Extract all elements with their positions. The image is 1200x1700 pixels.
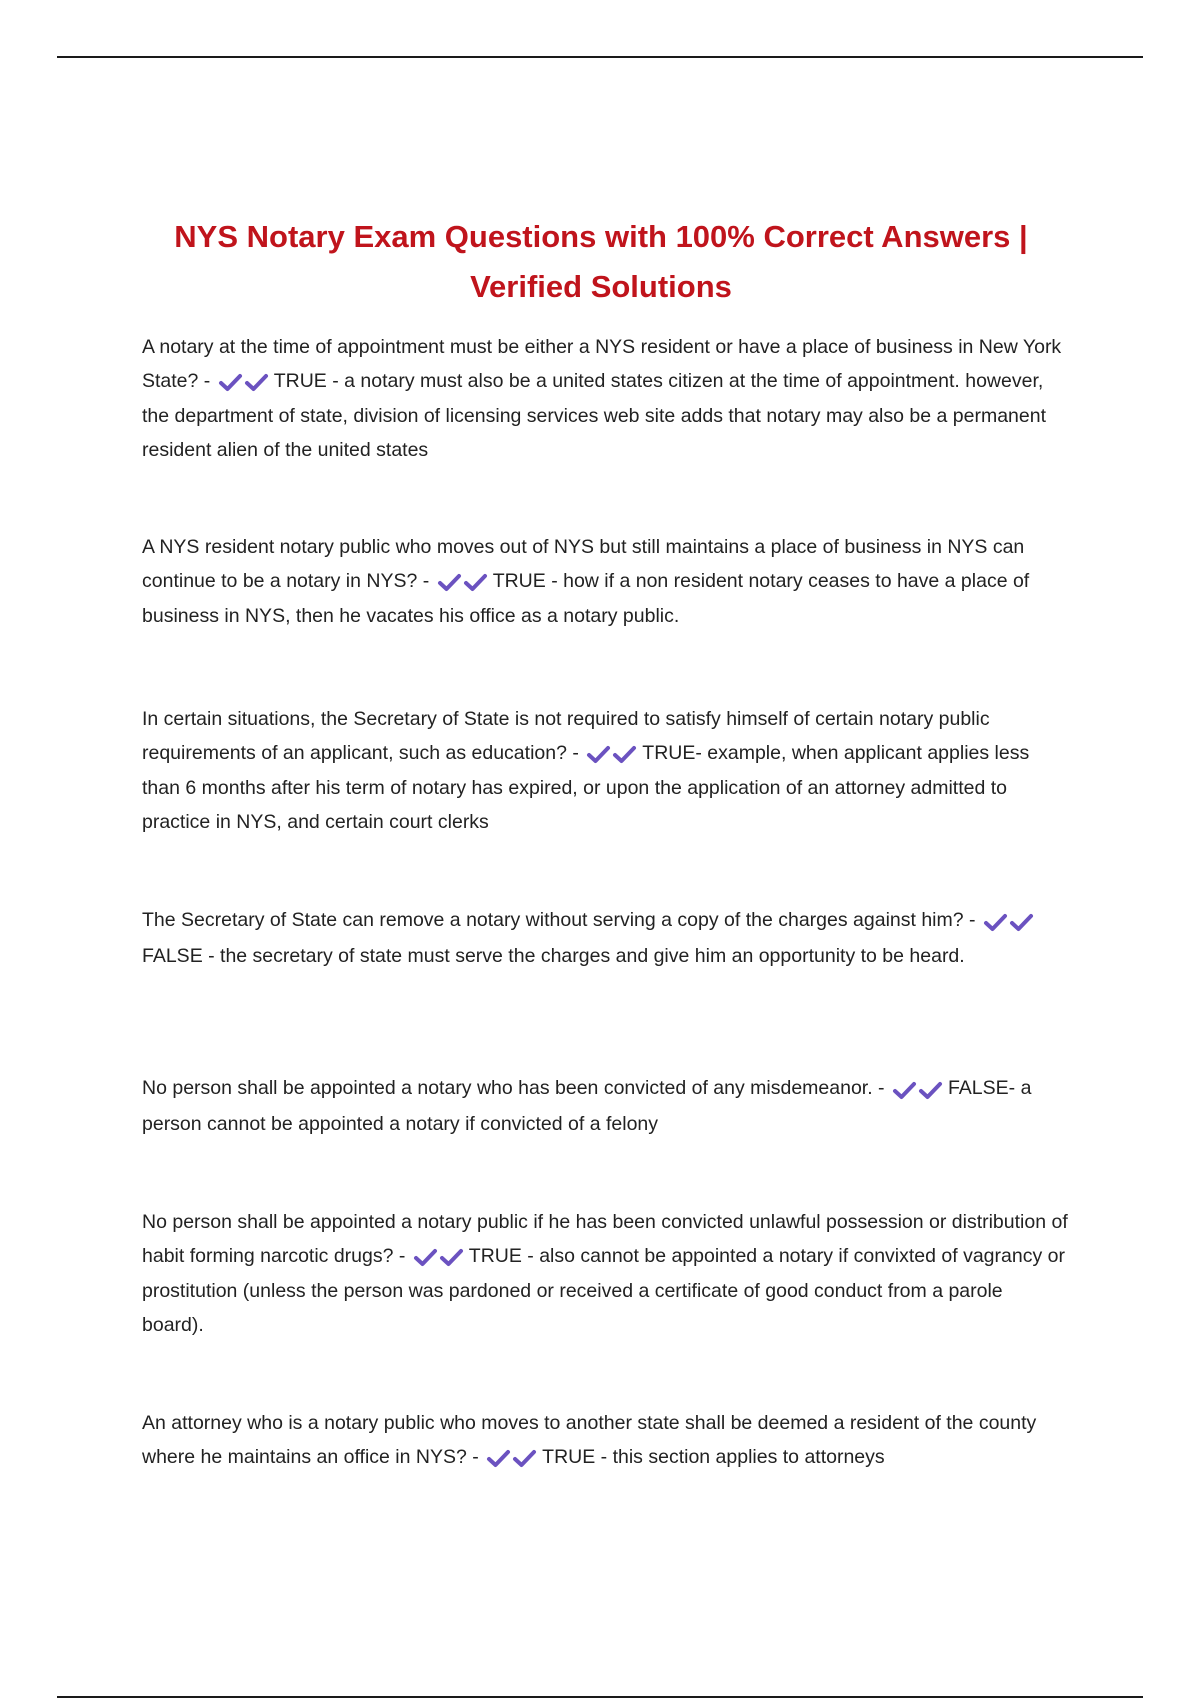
double-check-icon [413, 1242, 465, 1276]
question-text: No person shall be appointed a notary who has been convicted of any misdemeanor. - [142, 1077, 885, 1099]
check-icon [612, 745, 638, 765]
question-text: An attorney who is a notary public who moves to another state shall be deemed a resident of the county where he maintains an office in NYS? - [142, 1412, 1037, 1468]
answer-text: TRUE - also cannot be appointed a notary if convixted of vagrancy or prostitution (unless the person was pardoned or received a certificate of good conduct from a parole board). [142, 1244, 1065, 1336]
qa-item-2 [142, 531, 1068, 634]
bottom-rule [57, 1696, 1143, 1698]
double-check-icon [486, 1443, 538, 1477]
check-icon [512, 1449, 538, 1469]
answer-text: TRUE - a notary must also be a united states citizen at the time of appointment. however, the department of state, division of licensing services web site adds that notary may also be a permanent resident alien of the united states [142, 369, 1046, 461]
check-icon [1009, 913, 1035, 933]
double-check-icon [892, 1074, 944, 1108]
question-text: A NYS resident notary public who moves out of NYS but still maintains a place of business in NYS can continue to be a notary in NYS? - [142, 536, 1025, 592]
top-rule [57, 56, 1143, 58]
double-check-icon [586, 739, 638, 773]
check-icon [413, 1248, 439, 1268]
check-icon [486, 1449, 512, 1469]
qa-item-3 [142, 703, 1068, 839]
double-check-icon [983, 906, 1035, 940]
check-icon [437, 573, 463, 593]
qa-item-7 [142, 1407, 1068, 1476]
check-icon [439, 1248, 465, 1268]
check-icon [983, 913, 1009, 933]
check-icon [892, 1081, 918, 1101]
qa-item-6 [142, 1206, 1068, 1342]
qa-item-5 [142, 1072, 1068, 1141]
answer-text: FALSE- a person cannot be appointed a notary if convicted of a felony [142, 1077, 1032, 1135]
double-check-icon [437, 567, 489, 601]
question-text: In certain situations, the Secretary of State is not required to satisfy himself of certain notary public requirements of an applicant, such as education? - [142, 708, 990, 764]
qa-item-4 [142, 904, 1068, 973]
check-icon [918, 1081, 944, 1101]
answer-text: FALSE - the secretary of state must serve the charges and give him an opportunity to be heard. [142, 944, 965, 967]
check-icon [218, 373, 244, 393]
document-title: NYS Notary Exam Questions with 100% Correct Answers | Verified Solutions [174, 219, 1028, 304]
answer-text: TRUE - how if a non resident notary ceases to have a place of business in NYS, then he vacates his office as a notary public. [142, 569, 1030, 627]
question-text: The Secretary of State can remove a notary without serving a copy of the charges against him? - [142, 909, 976, 931]
answer-text: TRUE - this section applies to attorneys [542, 1445, 885, 1468]
check-icon [586, 745, 612, 765]
qa-item-1 [142, 331, 1068, 467]
check-icon [244, 373, 270, 393]
question-text: A notary at the time of appointment must be either a NYS resident or have a place of business in New York State? - [142, 336, 1062, 392]
check-icon [463, 573, 489, 593]
question-text: No person shall be appointed a notary public if he has been convicted unlawful possession or distribution of habit forming narcotic drugs? - [142, 1211, 1068, 1267]
double-check-icon [218, 367, 270, 401]
answer-text: TRUE- example, when applicant applies less than 6 months after his term of notary has expired, or upon the application of an attorney admitted to practice in NYS, and certain court clerks [142, 741, 1030, 833]
